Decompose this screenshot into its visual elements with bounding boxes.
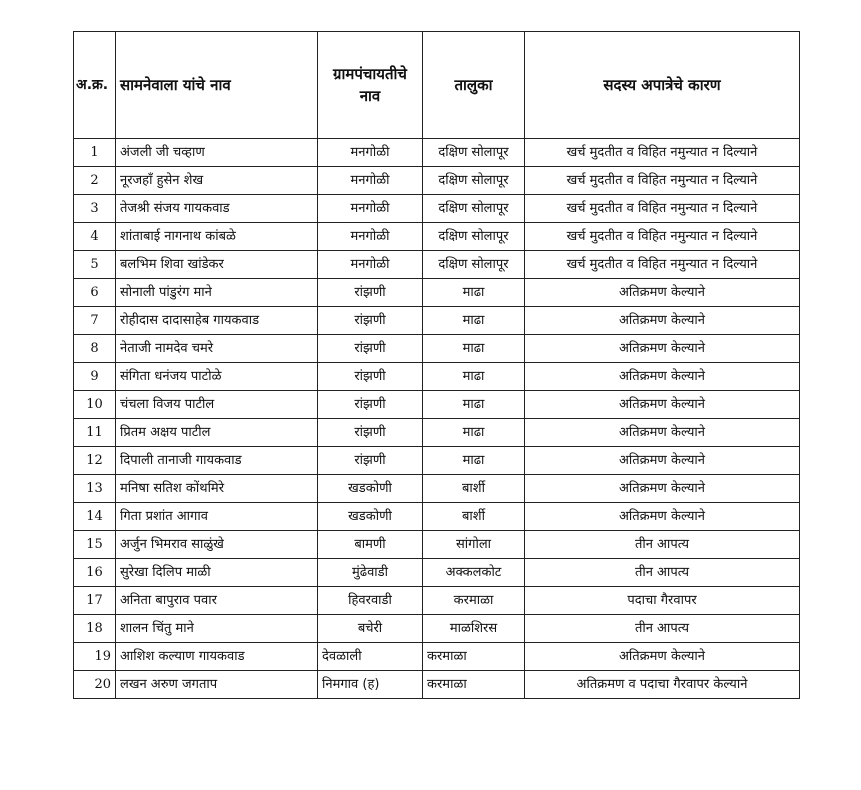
cell-gram-panchayat: खडकोणी	[318, 503, 423, 531]
header-serial-no: अ.क्र.	[74, 32, 116, 139]
table-row	[74, 251, 800, 279]
cell-gram-panchayat: रांझणी	[318, 391, 423, 419]
cell-reason: अतिक्रमण केल्याने	[525, 307, 800, 335]
cell-taluka: दक्षिण सोलापूर	[423, 195, 525, 223]
cell-taluka: माढा	[423, 363, 525, 391]
cell-taluka: दक्षिण सोलापूर	[423, 167, 525, 195]
cell-reason: खर्च मुदतीत व विहित नमुन्यात न दिल्याने	[525, 167, 800, 195]
cell-taluka: बार्शी	[423, 503, 525, 531]
cell-reason: तीन आपत्य	[525, 615, 800, 643]
cell-gram-panchayat: मनगोळी	[318, 251, 423, 279]
cell-reason: अतिक्रमण केल्याने	[525, 503, 800, 531]
cell-serial-no: 20	[74, 671, 116, 699]
cell-serial-no: 10	[74, 391, 116, 419]
cell-reason: अतिक्रमण केल्याने	[525, 335, 800, 363]
cell-gram-panchayat: रांझणी	[318, 279, 423, 307]
cell-name: लखन अरुण जगताप	[116, 671, 318, 699]
cell-serial-no: 9	[74, 363, 116, 391]
table-row	[74, 223, 800, 251]
cell-name: संगिता धनंजय पाटोळे	[116, 363, 318, 391]
cell-gram-panchayat: मनगोळी	[318, 223, 423, 251]
cell-gram-panchayat: रांझणी	[318, 363, 423, 391]
cell-gram-panchayat: बामणी	[318, 531, 423, 559]
cell-taluka: दक्षिण सोलापूर	[423, 251, 525, 279]
cell-reason: खर्च मुदतीत व विहित नमुन्यात न दिल्याने	[525, 139, 800, 167]
cell-gram-panchayat: मुंढेवाडी	[318, 559, 423, 587]
cell-serial-no: 12	[74, 447, 116, 475]
table-row	[74, 559, 800, 587]
cell-name: अर्जुन भिमराव साळुंखे	[116, 531, 318, 559]
cell-serial-no: 11	[74, 419, 116, 447]
cell-serial-no: 8	[74, 335, 116, 363]
cell-reason: खर्च मुदतीत व विहित नमुन्यात न दिल्याने	[525, 251, 800, 279]
cell-name: तेजश्री संजय गायकवाड	[116, 195, 318, 223]
cell-reason: अतिक्रमण केल्याने	[525, 419, 800, 447]
cell-serial-no: 14	[74, 503, 116, 531]
cell-name: सोनाली पांडुरंग माने	[116, 279, 318, 307]
table-row	[74, 363, 800, 391]
table-row	[74, 503, 800, 531]
table-row	[74, 671, 800, 699]
cell-serial-no: 3	[74, 195, 116, 223]
cell-taluka: बार्शी	[423, 475, 525, 503]
header-taluka: तालुका	[423, 32, 525, 139]
cell-reason: खर्च मुदतीत व विहित नमुन्यात न दिल्याने	[525, 195, 800, 223]
cell-serial-no: 4	[74, 223, 116, 251]
cell-gram-panchayat: बचेरी	[318, 615, 423, 643]
cell-name: मनिषा सतिश कोंथमिरे	[116, 475, 318, 503]
cell-serial-no: 18	[74, 615, 116, 643]
cell-taluka: माढा	[423, 447, 525, 475]
cell-name: नेताजी नामदेव चमरे	[116, 335, 318, 363]
cell-reason: खर्च मुदतीत व विहित नमुन्यात न दिल्याने	[525, 223, 800, 251]
cell-serial-no: 17	[74, 587, 116, 615]
cell-gram-panchayat: रांझणी	[318, 447, 423, 475]
cell-taluka: माळशिरस	[423, 615, 525, 643]
cell-reason: अतिक्रमण केल्याने	[525, 363, 800, 391]
cell-serial-no: 7	[74, 307, 116, 335]
table-row	[74, 615, 800, 643]
table-row	[74, 195, 800, 223]
table-row	[74, 587, 800, 615]
cell-gram-panchayat: मनगोळी	[318, 167, 423, 195]
cell-serial-no: 6	[74, 279, 116, 307]
cell-serial-no: 1	[74, 139, 116, 167]
cell-name: प्रितम अक्षय पाटील	[116, 419, 318, 447]
cell-taluka: करमाळा	[423, 587, 525, 615]
cell-taluka: करमाळा	[423, 671, 525, 699]
cell-taluka: करमाळा	[423, 643, 525, 671]
cell-name: गिता प्रशांत आगाव	[116, 503, 318, 531]
table-row	[74, 419, 800, 447]
cell-name: बलभिम शिवा खांडेकर	[116, 251, 318, 279]
cell-name: आशिश कल्याण गायकवाड	[116, 643, 318, 671]
cell-reason: तीन आपत्य	[525, 559, 800, 587]
header-gram-panchayat: ग्रामपंचायतीचे नाव	[318, 32, 423, 139]
cell-reason: अतिक्रमण केल्याने	[525, 447, 800, 475]
cell-gram-panchayat: खडकोणी	[318, 475, 423, 503]
cell-gram-panchayat: मनगोळी	[318, 139, 423, 167]
cell-name: नूरजहाँ हुसेन शेख	[116, 167, 318, 195]
table-row	[74, 307, 800, 335]
cell-gram-panchayat: मनगोळी	[318, 195, 423, 223]
table-row	[74, 475, 800, 503]
cell-name: अंजली जी चव्हाण	[116, 139, 318, 167]
cell-taluka: माढा	[423, 335, 525, 363]
table-row	[74, 447, 800, 475]
cell-reason: अतिक्रमण केल्याने	[525, 391, 800, 419]
cell-taluka: माढा	[423, 391, 525, 419]
cell-reason: अतिक्रमण केल्याने	[525, 475, 800, 503]
cell-reason: तीन आपत्य	[525, 531, 800, 559]
table-row	[74, 167, 800, 195]
header-name: सामनेवाला यांचे नाव	[116, 32, 318, 139]
table-row	[74, 335, 800, 363]
cell-taluka: सांगोला	[423, 531, 525, 559]
table-row	[74, 391, 800, 419]
header-row	[74, 32, 800, 139]
cell-taluka: अक्कलकोट	[423, 559, 525, 587]
cell-serial-no: 5	[74, 251, 116, 279]
disqualification-table	[73, 31, 800, 699]
table-row	[74, 279, 800, 307]
table-row	[74, 139, 800, 167]
cell-reason: अतिक्रमण व पदाचा गैरवापर केल्याने	[525, 671, 800, 699]
cell-reason: पदाचा गैरवापर	[525, 587, 800, 615]
table-row	[74, 643, 800, 671]
table-row	[74, 531, 800, 559]
cell-gram-panchayat: रांझणी	[318, 419, 423, 447]
cell-name: सुरेखा दिलिप माळी	[116, 559, 318, 587]
cell-taluka: माढा	[423, 419, 525, 447]
cell-gram-panchayat: हिवरवाडी	[318, 587, 423, 615]
cell-reason: अतिक्रमण केल्याने	[525, 643, 800, 671]
cell-gram-panchayat: रांझणी	[318, 307, 423, 335]
cell-taluka: दक्षिण सोलापूर	[423, 139, 525, 167]
cell-gram-panchayat: निमगाव (ह)	[318, 671, 423, 699]
cell-name: दिपाली तानाजी गायकवाड	[116, 447, 318, 475]
cell-name: अनिता बापुराव पवार	[116, 587, 318, 615]
cell-gram-panchayat: देवळाली	[318, 643, 423, 671]
cell-serial-no: 2	[74, 167, 116, 195]
cell-taluka: माढा	[423, 279, 525, 307]
cell-taluka: दक्षिण सोलापूर	[423, 223, 525, 251]
cell-gram-panchayat: रांझणी	[318, 335, 423, 363]
cell-serial-no: 19	[74, 643, 116, 671]
cell-serial-no: 16	[74, 559, 116, 587]
cell-name: शांताबाई नागनाथ कांबळे	[116, 223, 318, 251]
cell-reason: अतिक्रमण केल्याने	[525, 279, 800, 307]
cell-serial-no: 15	[74, 531, 116, 559]
cell-name: चंचला विजय पाटील	[116, 391, 318, 419]
header-reason: सदस्य अपात्रेचे कारण	[525, 32, 800, 139]
cell-name: शालन चिंतु माने	[116, 615, 318, 643]
cell-taluka: माढा	[423, 307, 525, 335]
cell-serial-no: 13	[74, 475, 116, 503]
cell-name: रोहीदास दादासाहेब गायकवाड	[116, 307, 318, 335]
